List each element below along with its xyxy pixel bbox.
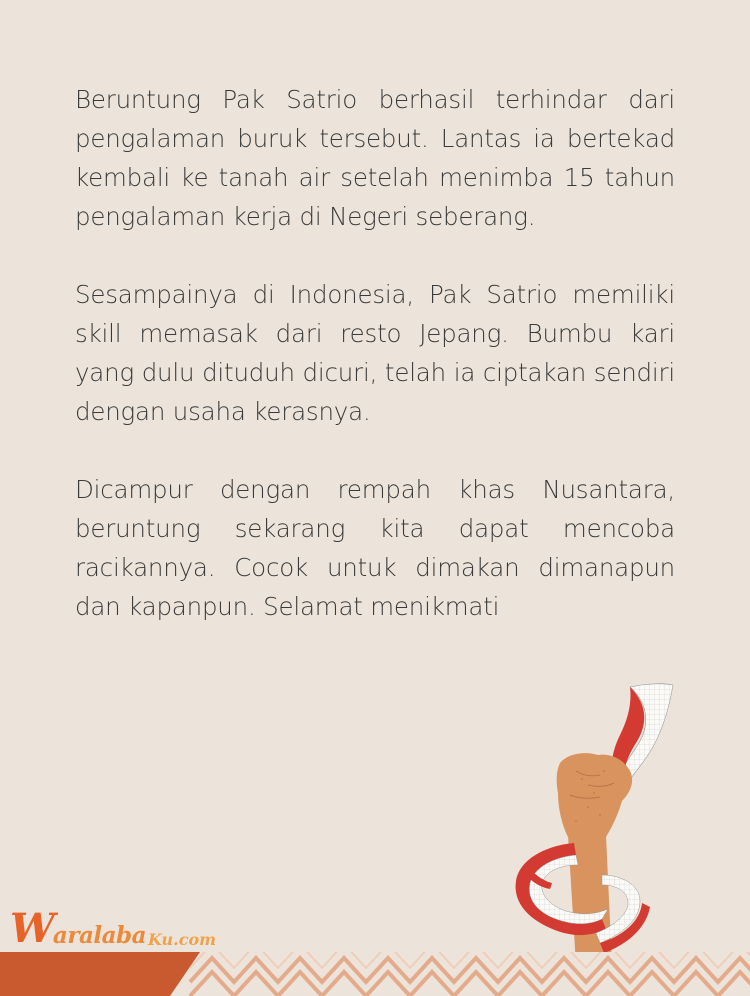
waralabaku-logo bbox=[10, 905, 217, 952]
paragraph-1: Beruntung Pak Satrio berhasil terhindar dari pengalaman buruk tersebut. Lantas ia bertekad kembali ke tanah air setelah menimba 15 tahun pengalaman kerja di Negeri seberang. bbox=[75, 85, 675, 231]
logo-suffix-text: Ku.com bbox=[147, 930, 217, 949]
paragraph-3: Dicampur dengan rempah khas Nusantara, beruntung sekarang kita dapat mencoba racikannya. Cocok untuk dimakan dimanapun dan kapanpun. Selamat menikmati bbox=[75, 475, 675, 621]
logo-main-text: aralaba bbox=[52, 922, 146, 949]
bottom-chevron-band bbox=[0, 952, 750, 996]
paragraph-2: Sesampainya di Indonesia, Pak Satrio memiliki skill memasak dari resto Jepang. Bumbu kari yang dulu dituduh dicuri, telah ia ciptakan sendiri dengan usaha kerasnya. bbox=[75, 280, 675, 426]
fist-flag-illustration bbox=[490, 675, 690, 965]
logo-initial: W bbox=[10, 905, 55, 952]
story-text bbox=[75, 80, 675, 665]
fist-icon bbox=[557, 753, 632, 837]
